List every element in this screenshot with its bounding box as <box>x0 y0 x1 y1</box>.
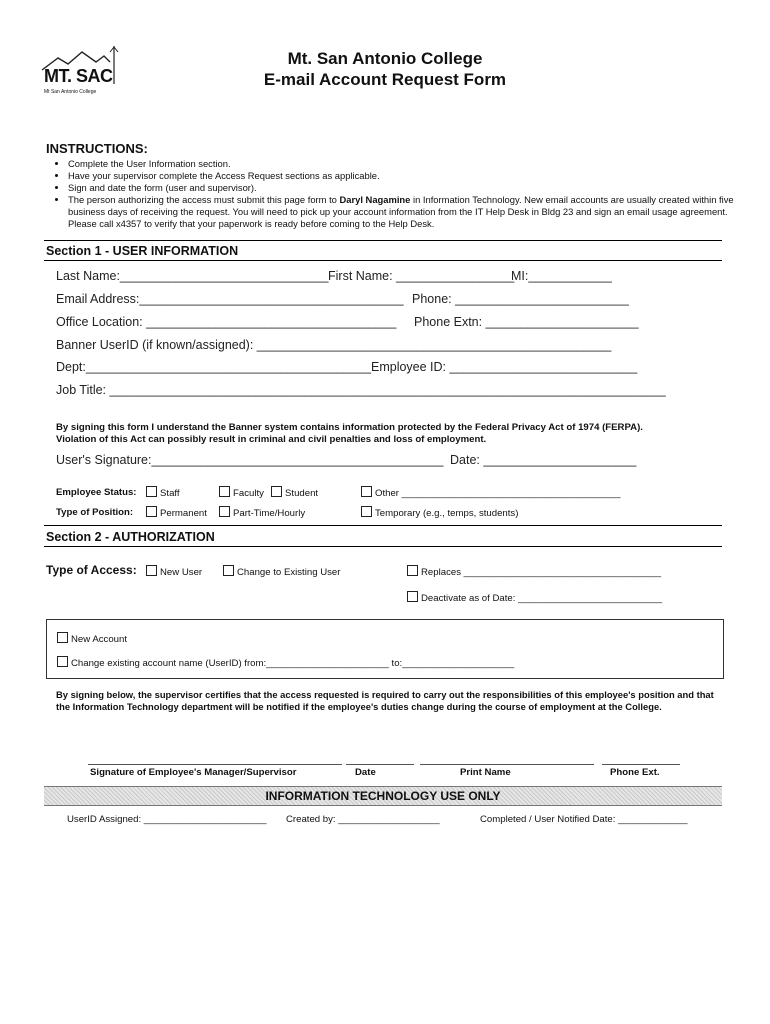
section1-heading: Section 1 - USER INFORMATION <box>46 244 239 258</box>
instructions-heading: INSTRUCTIONS: <box>46 141 148 156</box>
change-existing-checkbox[interactable] <box>223 565 234 576</box>
phone-extn-field[interactable]: Phone Extn: ______________________ <box>414 315 639 329</box>
section-divider <box>44 546 722 547</box>
mi-field[interactable]: MI:____________ <box>511 269 612 283</box>
form-title-line2: E-mail Account Request Form <box>263 70 507 89</box>
supervisor-certification: By signing below, the supervisor certifies that the access requested is required to carry out the responsibilities of this employee's position and that the Information Technology department will be notified if the employee's duties change during the course of employment at the College. <box>56 689 714 712</box>
instruction-item <box>68 194 748 230</box>
replaces-option[interactable] <box>407 565 661 578</box>
other-label: Other _________________________________________ <box>375 488 621 499</box>
change-name-checkbox[interactable] <box>57 656 68 667</box>
instruction-text: in Information Technology. New email accounts are usually created within five business days of receiving the request. You will need to pick up your account information from the IT Help Desk in Bldg 23 and sign an email usage agreement. Please call x4357 to verify that your paperwork is ready before coming to the Help Desk. <box>68 194 734 229</box>
phone-ext-line[interactable] <box>602 764 680 765</box>
temporary-option[interactable] <box>361 506 518 519</box>
college-logo <box>38 44 120 106</box>
staff-option[interactable] <box>146 486 180 499</box>
email-field[interactable]: Email Address:______________________________________ <box>56 292 404 306</box>
new-user-option[interactable] <box>146 565 202 578</box>
user-signature-field[interactable]: User's Signature:__________________________________________ <box>56 453 444 467</box>
banner-userid-field[interactable]: Banner UserID (if known/assigned): ___________________________________________________ <box>56 338 612 352</box>
student-checkbox[interactable] <box>271 486 282 497</box>
part-time-label: Part-Time/Hourly <box>233 508 306 519</box>
faculty-option[interactable] <box>219 486 264 499</box>
user-date-field[interactable]: Date: ______________________ <box>450 453 637 467</box>
faculty-label: Faculty <box>233 488 264 499</box>
job-title-field[interactable]: Job Title: ________________________________________________________________________________ <box>56 383 666 397</box>
staff-label: Staff <box>160 488 180 499</box>
phone-field[interactable]: Phone: _________________________ <box>412 292 629 306</box>
change-name-option[interactable] <box>57 656 514 669</box>
part-time-checkbox[interactable] <box>219 506 230 517</box>
date-label: Date <box>355 767 376 778</box>
new-account-checkbox[interactable] <box>57 632 68 643</box>
logo-name: MT. SAC <box>44 66 113 86</box>
instruction-item: • Have your supervisor complete the Access Request sections as applicable. <box>68 170 748 182</box>
new-user-label: New User <box>160 567 203 578</box>
section2-heading: Section 2 - AUTHORIZATION <box>46 530 215 544</box>
employee-id-field[interactable]: Employee ID: ___________________________ <box>371 360 638 374</box>
staff-checkbox[interactable] <box>146 486 157 497</box>
ferpa-notice-line2: Violation of this Act can possibly result in criminal and civil penalties and loss of employment. <box>56 434 487 445</box>
section-divider <box>44 260 722 261</box>
ferpa-notice-line1: By signing this form I understand the Banner system contains information protected by the Federal Privacy Act of 1974 (FERPA). <box>56 422 643 433</box>
replaces-checkbox[interactable] <box>407 565 418 576</box>
student-label: Student <box>285 488 319 499</box>
deactivate-checkbox[interactable] <box>407 591 418 602</box>
form-title-line1: Mt. San Antonio College <box>287 49 483 68</box>
section-divider <box>44 525 722 526</box>
other-checkbox[interactable] <box>361 486 372 497</box>
part-time-option[interactable] <box>219 506 305 519</box>
print-name-line[interactable] <box>420 764 594 765</box>
new-user-checkbox[interactable] <box>146 565 157 576</box>
instruction-text: The person authorizing the access must submit this page form to <box>68 194 340 205</box>
instruction-item: • Sign and date the form (user and supervisor). <box>68 182 748 194</box>
instructions-list <box>52 158 748 230</box>
print-name-label: Print Name <box>460 767 511 778</box>
it-use-only-bar <box>44 786 722 806</box>
manager-signature-line[interactable] <box>88 764 342 765</box>
it-use-only-heading: INFORMATION TECHNOLOGY USE ONLY <box>265 789 501 803</box>
first-name-field[interactable]: First Name: _________________ <box>328 269 515 283</box>
deactivate-label: Deactivate as of Date: ___________________________ <box>421 593 663 604</box>
temporary-label: Temporary (e.g., temps, students) <box>375 508 519 519</box>
employee-status-label: Employee Status: <box>56 487 137 498</box>
logo-tagline: Mt San Antonio College <box>44 89 97 95</box>
permanent-checkbox[interactable] <box>146 506 157 517</box>
permanent-label: Permanent <box>160 508 207 519</box>
replaces-label: Replaces _____________________________________ <box>421 567 662 578</box>
completed-date-field[interactable]: Completed / User Notified Date: _____________ <box>480 814 688 825</box>
type-of-position-label: Type of Position: <box>56 507 134 518</box>
office-location-field[interactable]: Office Location: ____________________________________ <box>56 315 397 329</box>
contact-name: Daryl Nagamine <box>339 194 411 205</box>
change-existing-label: Change to Existing User <box>237 567 341 578</box>
last-name-field[interactable]: Last Name:______________________________ <box>56 269 329 283</box>
type-of-access-label: Type of Access: <box>46 563 137 577</box>
account-options-box <box>46 619 724 679</box>
permanent-option[interactable] <box>146 506 207 519</box>
userid-assigned-field[interactable]: UserID Assigned: _______________________ <box>67 814 267 825</box>
created-by-field[interactable]: Created by: ___________________ <box>286 814 440 825</box>
new-account-option[interactable] <box>57 632 127 645</box>
phone-ext-label: Phone Ext. <box>610 767 660 778</box>
change-existing-option[interactable] <box>223 565 340 578</box>
faculty-checkbox[interactable] <box>219 486 230 497</box>
student-option[interactable] <box>271 486 318 499</box>
change-name-label: Change existing account name (UserID) from:_______________________ to:_____________________ <box>71 658 515 669</box>
manager-signature-label: Signature of Employee's Manager/Supervisor <box>90 767 297 778</box>
temporary-checkbox[interactable] <box>361 506 372 517</box>
section-divider <box>44 240 722 241</box>
other-option[interactable] <box>361 486 620 499</box>
date-signature-line[interactable] <box>346 764 414 765</box>
dept-field[interactable]: Dept:_________________________________________ <box>56 360 371 374</box>
instruction-item: • Complete the User Information section. <box>68 158 748 170</box>
new-account-label: New Account <box>71 634 127 645</box>
deactivate-option[interactable] <box>407 591 662 604</box>
